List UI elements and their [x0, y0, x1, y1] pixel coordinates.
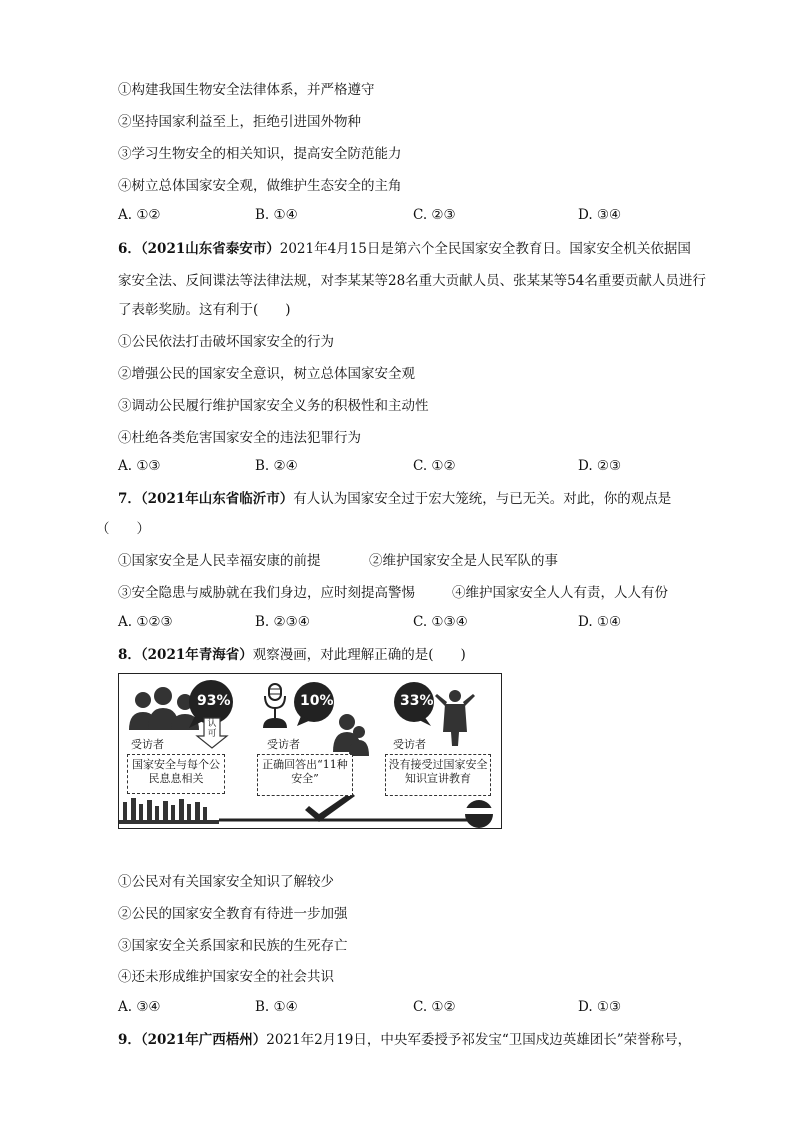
checkmark-icon [305, 792, 355, 822]
shrugging-person-icon [435, 690, 475, 746]
q7-stem-line1 [118, 489, 671, 509]
q8-item-2: ②公民的国家安全教育有待进一步加强 [118, 906, 348, 922]
crowd-icon [119, 798, 219, 824]
q7-source: （2021年山东省临沂市） [140, 491, 294, 507]
q7-stem-line2: （ ） [96, 521, 150, 537]
microphone-icon [263, 684, 287, 728]
q5-choice-a[interactable]: A. ①② [118, 207, 161, 223]
q8-item-3: ③国家安全关系国家和民族的生死存亡 [118, 938, 348, 954]
q8-number: 8． [118, 647, 141, 663]
q7-choice-c[interactable]: C. ①③④ [413, 614, 468, 630]
q7-item-2: ②维护国家安全是人民军队的事 [369, 553, 558, 569]
q6-text-1: 2021年4月15日是第六个全民国家安全教育日。国家安全机关依据国 [279, 241, 691, 257]
q7-text-1: 有人认为国家安全过于宏大笼统，与已无关。对此，你的观点是 [293, 491, 672, 507]
comic-box-2: 正确回答出“11种安全” [257, 754, 353, 796]
bubble-93-text: 93% [197, 693, 231, 709]
respondent-label-2: 受访者 [267, 738, 300, 751]
q8-source: （2021年青海省） [140, 647, 253, 663]
comic-box-1: 国家安全与每个公民息息相关 [127, 754, 225, 794]
q7-item-3: ③安全隐患与威胁就在我们身边，应时刻提高警惕 [118, 585, 415, 601]
q9-text-1: 2021年2月19日，中央军委授予祁发宝“卫国戍边英雄团长”荣誉称号， [266, 1032, 692, 1048]
q9-source: （2021年广西梧州） [140, 1032, 267, 1048]
q5-item-2: ②坚持国家利益至上，拒绝引进国外物种 [118, 114, 361, 130]
q5-choices [118, 207, 678, 227]
bubble-33-text: 33% [400, 693, 434, 709]
q6-item-1: ①公民依法打击破坏国家安全的行为 [118, 334, 334, 350]
q6-item-4: ④杜绝各类危害国家安全的违法犯罪行为 [118, 430, 361, 446]
q5-choice-b[interactable]: B. ①④ [255, 207, 298, 223]
q9-number: 9． [118, 1032, 141, 1048]
comic-box-3: 没有接受过国家安全知识宣讲教育 [385, 754, 491, 796]
people-group-icon [129, 687, 199, 730]
people-pair-icon [333, 714, 369, 756]
q8-item-4: ④还未形成维护国家安全的社会共识 [118, 969, 334, 985]
q5-choice-d[interactable]: D. ③④ [578, 207, 622, 223]
q6-source: （2021山东省泰安市） [140, 241, 280, 257]
q8-choices [118, 999, 678, 1019]
q8-choice-c[interactable]: C. ①② [413, 999, 456, 1015]
q7-item-4: ④维护国家安全人人有责，人人有份 [452, 585, 668, 601]
q7-choice-a[interactable]: A. ①②③ [118, 614, 173, 630]
q7-number: 7． [118, 491, 141, 507]
q8-stem-line1 [118, 645, 466, 665]
q7-choice-d[interactable]: D. ①④ [578, 614, 622, 630]
bubble-10-text: 10% [300, 693, 334, 709]
q6-choice-b[interactable]: B. ②④ [255, 458, 298, 474]
q6-item-2: ②增强公民的国家安全意识，树立总体国家安全观 [118, 366, 415, 382]
q7-item-1: ①国家安全是人民幸福安康的前提 [118, 553, 321, 569]
q5-item-4: ④树立总体国家安全观，做维护生态安全的主角 [118, 178, 402, 194]
q6-stem-line3: 了表彰奖励。这有利于( ) [118, 302, 291, 318]
q6-choices [118, 458, 678, 478]
q9-stem-line1 [118, 1030, 691, 1050]
survey-comic [118, 673, 502, 829]
q7-choice-b[interactable]: B. ②③④ [255, 614, 310, 630]
q6-stem-line2: 家安全法、反间谍法等法律法规，对李某某等28名重大贡献人员、张某某等54名重要贡献人员进行 [118, 273, 706, 289]
q6-choice-a[interactable]: A. ①③ [118, 458, 161, 474]
blindfolded-head-icon [465, 800, 493, 828]
q8-item-1: ①公民对有关国家安全知识了解较少 [118, 874, 334, 890]
q5-item-3: ③学习生物安全的相关知识，提高安全防范能力 [118, 146, 402, 162]
respondent-label-3: 受访者 [393, 738, 426, 751]
q6-number: 6． [118, 241, 141, 257]
respondent-label-1: 受访者 [131, 738, 164, 751]
q5-item-1: ①构建我国生物安全法律体系，并严格遵守 [118, 82, 375, 98]
q6-choice-d[interactable]: D. ②③ [578, 458, 622, 474]
q6-item-3: ③调动公民履行维护国家安全义务的积极性和主动性 [118, 398, 429, 414]
q8-choice-b[interactable]: B. ①④ [255, 999, 298, 1015]
q8-text-1: 观察漫画，对此理解正确的是( ) [252, 647, 466, 663]
q6-stem-line1 [118, 239, 691, 259]
q8-choice-d[interactable]: D. ①③ [578, 999, 622, 1015]
q7-choices [118, 614, 678, 634]
q6-choice-c[interactable]: C. ①② [413, 458, 456, 474]
recognize-label: 认可 [207, 719, 217, 739]
q5-choice-c[interactable]: C. ②③ [413, 207, 456, 223]
q8-choice-a[interactable]: A. ③④ [118, 999, 161, 1015]
